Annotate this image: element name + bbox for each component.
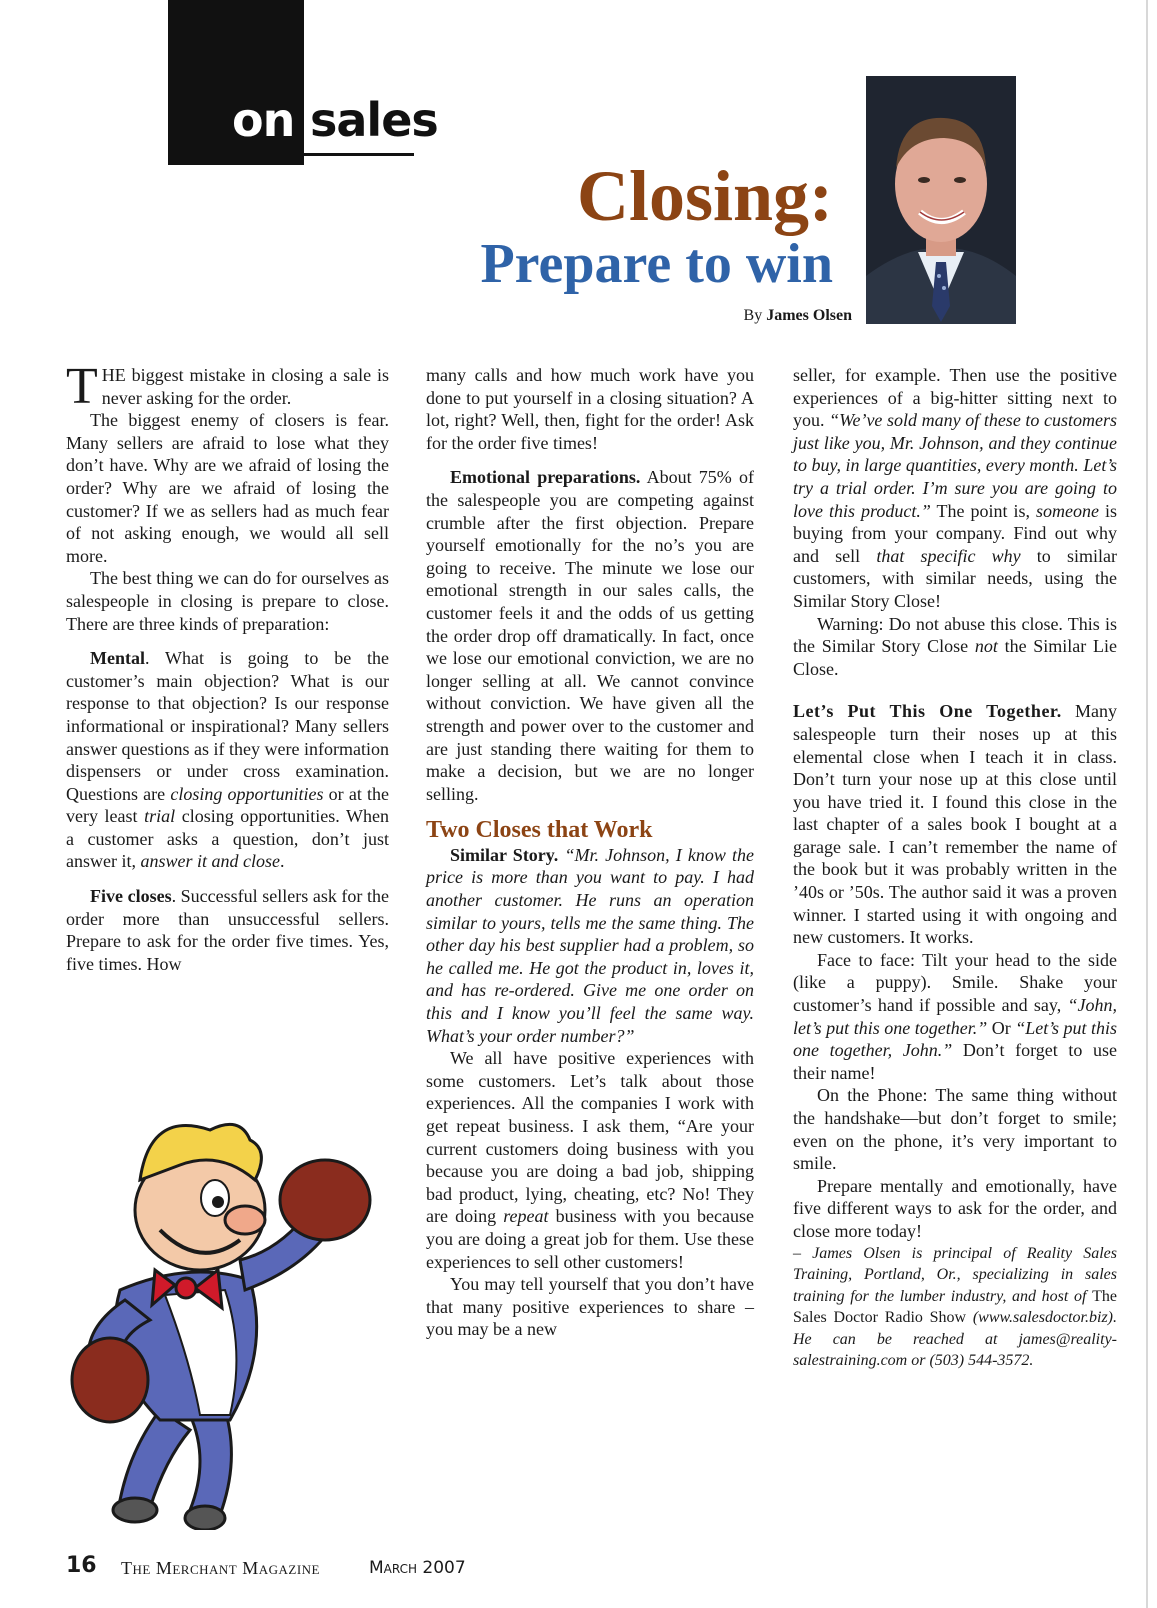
run-in-head: Emotional preparations. <box>450 467 641 488</box>
paragraph-emotional <box>426 466 754 805</box>
paragraph-together <box>793 700 1117 949</box>
emphasis: repeat <box>503 1206 549 1227</box>
paragraph-text: the Similar Lie Close. <box>793 636 1117 679</box>
paragraph-text: closing opportunities. When a customer asks a question, don’t just answer it, <box>66 806 389 872</box>
article-column-1 <box>66 358 389 975</box>
paragraph-closing: Prepare mentally and emotionally, have five different ways to ask for the order, and close more today! <box>793 1175 1117 1241</box>
byline-author: James Olsen <box>766 307 852 324</box>
author-portrait-image <box>866 76 1016 324</box>
run-in-head: Mental <box>90 648 145 669</box>
bio-show-name: The Sales Doctor Radio Show <box>793 1287 1117 1327</box>
paragraph: You may tell yourself that you don’t have that many positive experiences to share – you may be a new <box>426 1274 754 1340</box>
article-subtitle: Prepare to win <box>480 233 833 295</box>
page-edge <box>1146 0 1148 1608</box>
article-column-2 <box>426 364 754 1341</box>
paragraph-warning <box>793 613 1117 681</box>
emphasis: that specific why <box>876 545 1021 566</box>
byline <box>600 307 852 325</box>
paragraph-text: . Successful sellers ask for the order more than unsuccessful sellers. Prepare to ask for the order five times. Yes, five times. How <box>66 886 389 974</box>
paragraph-text: . <box>279 851 285 872</box>
paragraph-text: or at the very least <box>66 783 389 827</box>
paragraph-face-to-face <box>793 949 1117 1085</box>
paragraph: The biggest enemy of closers is fear. Many sellers are afraid to lose what they don’t have. Why are we afraid of losing the order? Why are we afraid of losing the customer? If we as sellers had as much fear of not asking enough, we would all sell more. <box>66 410 389 566</box>
bio-text: – James Olsen is principal of Reality Sales Training, Portland, Or., specializing in sales training for the lumber industry, and host of <box>793 1244 1117 1305</box>
quote-text: “We’ve sold many of these to customers just like you, Mr. Johnson, and they continue to buy, in large quantities, every month. Let’s try a trial order. I’m sure you are going to love this product.” <box>793 410 1118 521</box>
bio-text: (www.salesdoctor.biz). He can be reached at james@reality-salestraining.com or (503) 544-3572. <box>793 1309 1118 1370</box>
byline-prefix: By <box>743 307 763 324</box>
paragraph-mental <box>66 647 389 873</box>
author-bio <box>793 1243 1117 1372</box>
issue-date: March 2007 <box>369 1558 466 1578</box>
paragraph: The best thing we can do for ourselves as salespeople in closing is prepare to close. There are three kinds of preparation: <box>66 568 389 634</box>
paragraph-text: About 75% of the salespeople you are competing against crumble after the first objection. Prepare yourself emotionally for the no’s you are going to receive. The minute we lose our emotional strength in our sales calls, the customer feels it and the odds of us getting the order drop off dramatically. In fact, once we lose our emotional conviction, we are no longer selling at all. We cannot convince without conviction. We have given all the strength and power over to the customer and are just standing there waiting for them to make a decision, but we are no longer selling. <box>426 467 754 804</box>
quote-text: “John, let’s put this one together.” <box>793 995 1117 1038</box>
emphasis: not <box>974 636 998 657</box>
magazine-name: The Merchant Magazine <box>121 1558 320 1578</box>
paragraph-on-the-phone: On the Phone: The same thing without the handshake—but don’t forget to smile; even on the phone, it’s very important to smile. <box>793 1085 1117 1174</box>
paragraph-text: business with you because you are doing a great job for them. Use these experiences to sell other customers! <box>426 1206 754 1272</box>
run-in-head: Let’s Put This One Together. <box>793 701 1062 722</box>
emphasis: closing opportunities <box>170 783 324 804</box>
emphasis: answer it and close <box>140 851 280 872</box>
section-logo-sales: sales <box>310 93 438 147</box>
quote-text: “Mr. Johnson, I know the price is more than you want to pay. I had another customer. He runs an operation similar to yours, tells me the same thing. The other day his best supplier had a problem, so he called me. He got the product in, loves it, and has re-ordered. Give me one order on this and I know you’ll feel the same way. What’s your order number?” <box>426 844 754 1046</box>
emphasis: someone <box>1036 500 1099 521</box>
run-in-head: Similar Story. <box>450 844 559 865</box>
paragraph: many calls and how much work have you done to put yourself in a closing situation? A lot, right? Well, then, fight for the order! Ask for the order five times! <box>426 365 754 453</box>
paragraph-text: Warning: Do not abuse this close. This is the Similar Story Close <box>793 613 1117 657</box>
paragraph-similar-story <box>426 844 754 1047</box>
page-number: 16 <box>66 1553 97 1578</box>
paragraph-text: . What is going to be the customer’s main objection? What is our response to that objection? Is our response informational or inspirational? Many sellers answer questions as if they were information dispensers or under cross examination. Questions are <box>66 648 389 804</box>
section-heading: Two Closes that Work <box>426 817 653 844</box>
paragraph-text: to similar customers, with similar needs, using the Similar Story Close! <box>793 545 1117 611</box>
paragraph-text: The point is, <box>930 500 1036 521</box>
article-title: Closing: <box>576 156 833 236</box>
paragraph-text: Many salespeople turn their noses up at this elemental close when I teach it in class. Don’t turn your nose up at this close until you have tried it. I found this close in the last chapter of a sales book I bought at a garage sale. I can’t remember the name of the book but it was probably written in the ’40s or ’50s. The author said it was a proven winner. I started using it with ongoing and new customers. It works. <box>793 701 1118 948</box>
paragraph-text: seller, for example. Then use the positive experiences of a big-hitter sitting next to you. <box>793 365 1117 431</box>
run-in-head: Five closes <box>90 886 172 907</box>
paragraph-text: HE biggest mistake in closing a sale is never asking for the order. <box>101 365 389 408</box>
author-portrait <box>866 76 1016 324</box>
quote-text: “Let’s put this one together, John.” <box>793 1017 1117 1061</box>
section-logo-underline <box>264 153 414 156</box>
emphasis: trial <box>144 806 176 827</box>
paragraph-text: Don’t forget to use their name! <box>793 1040 1117 1083</box>
section-logo-on: on <box>232 93 295 147</box>
paragraph <box>66 358 389 415</box>
paragraph-text: Face to face: Tilt your head to the side (like a puppy). Smile. Shake your customer’s hand if possible and say, <box>793 949 1117 1016</box>
paragraph-text: Or <box>987 1017 1016 1038</box>
paragraph <box>793 364 1117 613</box>
paragraph-text: is buying from your company. Find out why and sell <box>793 500 1117 566</box>
drop-cap: T <box>66 358 98 415</box>
article-column-3 <box>793 364 1117 1372</box>
paragraph-text: We all have positive experiences with some customers. Let’s talk about those experiences. All the companies I work with get repeat business. I ask them, “Are your current customers doing business with you because you are doing a bad job, shipping bad product, lying, cheating, etc? No! They are doing <box>426 1048 754 1227</box>
paragraph <box>426 1047 754 1273</box>
boxer-cartoon-illustration <box>40 1110 400 1530</box>
paragraph-five-closes <box>66 885 389 975</box>
